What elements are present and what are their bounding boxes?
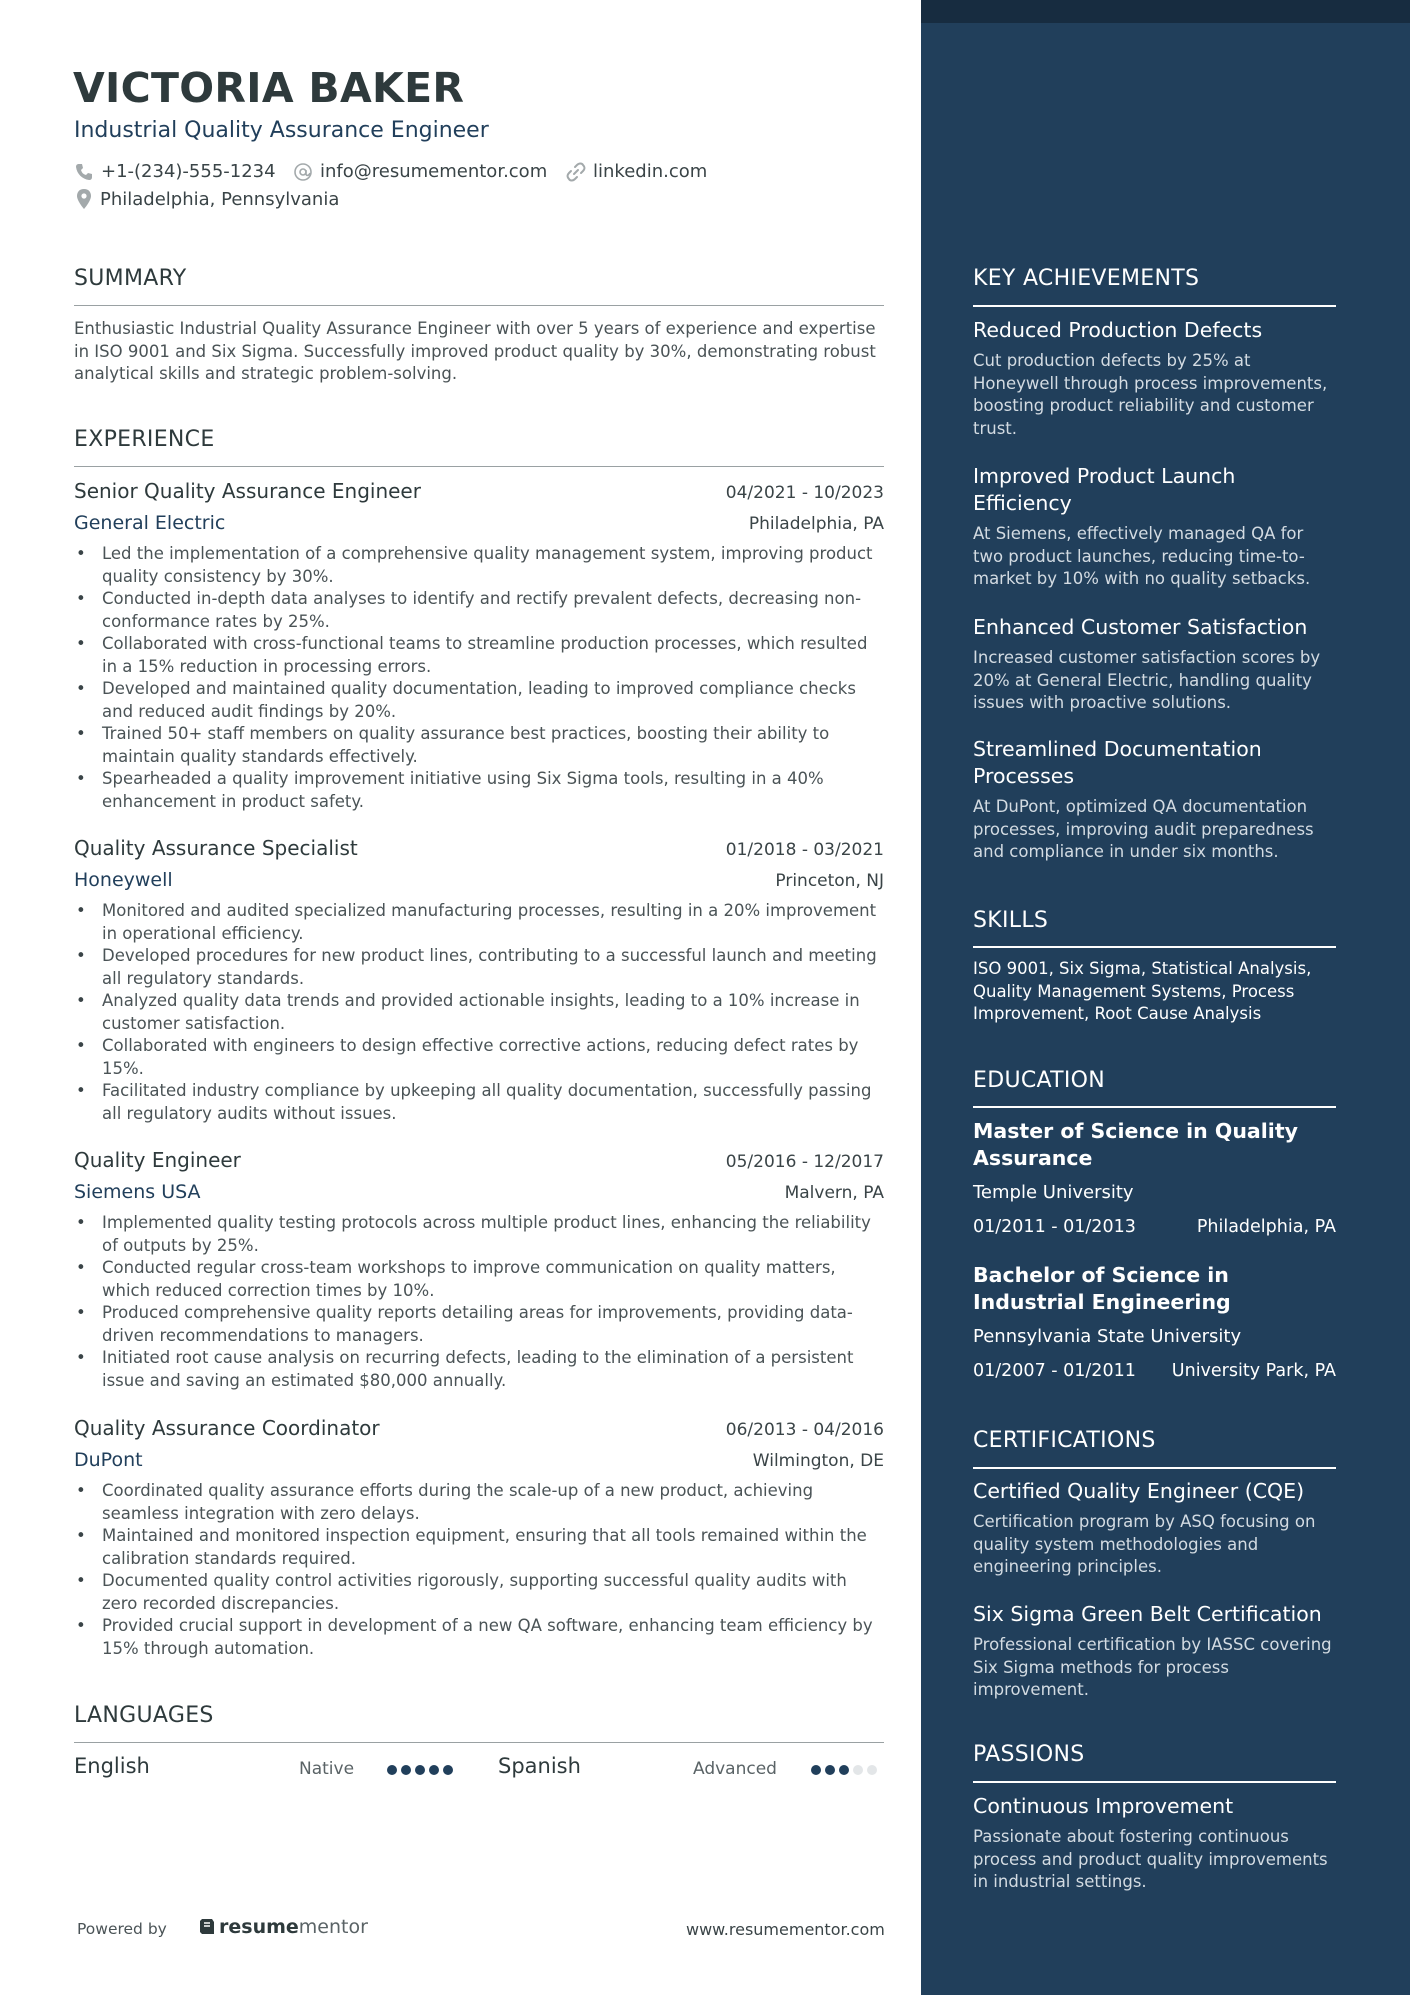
language-level: Advanced	[693, 1759, 777, 1779]
logo-text-light: mentor	[298, 1916, 368, 1938]
job-bullet: • Monitored and audited specialized manufacturing processes, resulting in a 20% improvement in operational efficiency.	[74, 900, 884, 945]
rating-dot-empty	[867, 1765, 877, 1775]
passion-item	[973, 1793, 1336, 1894]
job-bullet: • Coordinated quality assurance efforts during the scale-up of a new product, achieving seamless integration with zero delays.	[74, 1480, 884, 1525]
rating-dot-filled	[387, 1765, 397, 1775]
languages-row	[74, 1754, 884, 1784]
job-bullet: • Documented quality control activities rigorously, supporting successful quality audits with zero recorded discrepancies.	[74, 1570, 884, 1615]
location-text: Philadelphia, Pennsylvania	[100, 188, 340, 210]
education-degree: Bachelor of Science in Industrial Engineering	[973, 1263, 1231, 1314]
education-dates: 01/2011 - 01/2013	[973, 1217, 1136, 1237]
achievement-text: At Siemens, effectively managed QA for two product launches, reducing time-to-market by 10% with no quality setbacks.	[973, 524, 1311, 588]
linkedin-contact[interactable]	[566, 161, 707, 182]
skills-heading: SKILLS	[973, 908, 1049, 933]
job-bullet: • Collaborated with engineers to design effective corrective actions, reducing defect rates by 15%.	[74, 1035, 884, 1080]
achievement-title: Reduced Production Defects	[973, 318, 1263, 342]
certification-title: Six Sigma Green Belt Certification	[973, 1602, 1322, 1626]
summary-divider	[74, 305, 884, 306]
powered-by-label: Powered by	[77, 1920, 167, 1938]
location-contact	[75, 188, 339, 210]
achievement-text: Increased customer satisfaction scores by 20% at General Electric, handling quality issues with proactive solutions.	[973, 648, 1321, 712]
rating-dot-filled	[825, 1765, 835, 1775]
rating-dot-empty	[853, 1765, 863, 1775]
rating-dot-filled	[839, 1765, 849, 1775]
job-entry	[74, 479, 884, 813]
key-achievements-divider	[973, 305, 1336, 307]
job-entry	[74, 1416, 884, 1660]
job-company: DuPont	[74, 1449, 143, 1471]
job-dates: 06/2013 - 04/2016	[725, 1420, 884, 1440]
certification-item	[973, 1478, 1336, 1579]
education-dates: 01/2007 - 01/2011	[973, 1361, 1136, 1381]
job-bullet: • Produced comprehensive quality reports detailing areas for improvements, providing data-driven recommendations to managers.	[74, 1302, 884, 1347]
at-icon	[293, 162, 313, 182]
email-contact[interactable]	[293, 161, 547, 182]
job-bullet: • Spearheaded a quality improvement initiative using Six Sigma tools, resulting in a 40% enhancement in product safety.	[74, 768, 884, 813]
resumementor-logo[interactable]	[198, 1916, 368, 1938]
job-title: Senior Quality Assurance Engineer	[74, 479, 421, 503]
candidate-name: VICTORIA BAKER	[73, 64, 465, 112]
job-bullet: • Maintained and monitored inspection equipment, ensuring that all tools remained within the calibration standards required.	[74, 1525, 884, 1570]
job-bullet: • Conducted regular cross-team workshops to improve communication on quality matters, which reduced correction times by 10%.	[74, 1257, 884, 1302]
job-bullets	[74, 543, 884, 813]
passion-title: Continuous Improvement	[973, 1794, 1234, 1818]
language-rating	[387, 1765, 453, 1775]
rating-dot-filled	[443, 1765, 453, 1775]
education-school: Temple University	[973, 1182, 1134, 1203]
job-bullet: • Provided crucial support in development of a new QA software, enhancing team efficiency by 15% through automation.	[74, 1615, 884, 1660]
job-dates: 05/2016 - 12/2017	[725, 1152, 884, 1172]
education-degree: Master of Science in Quality Assurance	[973, 1119, 1298, 1170]
job-bullets	[74, 1212, 884, 1392]
languages-heading: LANGUAGES	[74, 1703, 214, 1728]
skills-divider	[973, 946, 1336, 948]
rating-dot-filled	[429, 1765, 439, 1775]
phone-icon	[74, 162, 94, 182]
certification-title: Certified Quality Engineer (CQE)	[973, 1479, 1305, 1503]
link-icon	[566, 162, 586, 182]
job-bullet: • Collaborated with cross-functional teams to streamline production processes, which resulted in a 15% reduction in processing errors.	[74, 633, 884, 678]
job-company: Honeywell	[74, 869, 173, 891]
job-bullet: • Initiated root cause analysis on recurring defects, leading to the elimination of a persistent issue and saving an estimated $80,000 annually.	[74, 1347, 884, 1392]
email-text: info@resumementor.com	[320, 161, 548, 182]
footer-url-link[interactable]: www.resumementor.com	[686, 1920, 885, 1939]
job-entry	[74, 836, 884, 1125]
job-company: General Electric	[74, 512, 226, 534]
candidate-title: Industrial Quality Assurance Engineer	[74, 118, 489, 143]
languages-divider	[74, 1742, 884, 1743]
passions-heading: PASSIONS	[973, 1742, 1085, 1767]
education-location: Philadelphia, PA	[1196, 1217, 1336, 1237]
education-item	[973, 1118, 1336, 1237]
education-school: Pennsylvania State University	[973, 1326, 1242, 1347]
achievement-title: Streamlined Documentation Processes	[973, 737, 1262, 788]
education-heading: EDUCATION	[973, 1068, 1106, 1093]
job-bullet: • Analyzed quality data trends and provided actionable insights, leading to a 10% increase in customer satisfaction.	[74, 990, 884, 1035]
certifications-divider	[973, 1467, 1336, 1469]
job-bullet: • Developed and maintained quality documentation, leading to improved compliance checks and reduced audit findings by 20%.	[74, 678, 884, 723]
job-bullet: • Developed procedures for new product lines, contributing to a successful launch and meeting all regulatory standards.	[74, 945, 884, 990]
experience-divider	[74, 466, 884, 467]
education-item	[973, 1262, 1336, 1381]
certifications-heading: CERTIFICATIONS	[973, 1428, 1156, 1453]
job-bullet: • Conducted in-depth data analyses to identify and rectify prevalent defects, decreasing non-conformance rates by 25%.	[74, 588, 884, 633]
achievement-item	[973, 463, 1336, 591]
achievement-item	[973, 614, 1336, 715]
summary-heading: SUMMARY	[74, 266, 187, 291]
job-title: Quality Assurance Specialist	[74, 836, 358, 860]
certification-text: Certification program by ASQ focusing on quality system methodologies and engineering principles.	[973, 1512, 1316, 1576]
logo-mark-icon	[198, 1917, 216, 1937]
achievement-text: Cut production defects by 25% at Honeywell through process improvements, boosting product reliability and customer trust.	[973, 351, 1328, 438]
experience-heading: EXPERIENCE	[74, 427, 215, 452]
job-bullet: • Implemented quality testing protocols across multiple product lines, enhancing the reliability of outputs by 25%.	[74, 1212, 884, 1257]
job-bullet: • Trained 50+ staff members on quality assurance best practices, boosting their ability to maintain quality standards effectively.	[74, 723, 884, 768]
job-dates: 01/2018 - 03/2021	[725, 840, 884, 860]
achievement-item	[973, 317, 1336, 440]
certification-item	[973, 1601, 1336, 1702]
achievement-title: Improved Product Launch Efficiency	[973, 464, 1236, 515]
job-dates: 04/2021 - 10/2023	[725, 483, 884, 503]
job-company: Siemens USA	[74, 1181, 201, 1203]
logo-text-bold: resume	[219, 1916, 299, 1938]
job-bullets	[74, 1480, 884, 1660]
achievement-item	[973, 736, 1336, 864]
rating-dot-filled	[415, 1765, 425, 1775]
education-divider	[973, 1106, 1336, 1108]
key-achievements-heading: KEY ACHIEVEMENTS	[973, 266, 1200, 291]
linkedin-text: linkedin.com	[593, 161, 708, 182]
phone-text: +1-(234)-555-1234	[101, 161, 276, 182]
certification-text: Professional certification by IASSC covering Six Sigma methods for process improvement.	[973, 1635, 1332, 1699]
job-title: Quality Engineer	[74, 1148, 241, 1172]
skills-text: ISO 9001, Six Sigma, Statistical Analysis, Quality Management Systems, Process Improvement, Root Cause Analysis	[973, 959, 1312, 1023]
job-location: Wilmington, DE	[752, 1451, 884, 1471]
job-entry	[74, 1148, 884, 1392]
job-bullet: • Facilitated industry compliance by upkeeping all quality documentation, successfully passing all regulatory audits without issues.	[74, 1080, 884, 1125]
job-location: Philadelphia, PA	[748, 514, 884, 534]
job-location: Malvern, PA	[784, 1183, 884, 1203]
rating-dot-filled	[401, 1765, 411, 1775]
phone-contact[interactable]	[74, 161, 276, 182]
job-location: Princeton, NJ	[775, 871, 884, 891]
language-level: Native	[299, 1759, 355, 1779]
summary-text: Enthusiastic Industrial Quality Assurance Engineer with over 5 years of experience and expertise in ISO 9001 and Six Sigma. Successfully improved product quality by 30%, demonstrating robust analytical skills and strategic problem-solving.	[74, 319, 876, 383]
language-rating	[811, 1765, 877, 1775]
job-bullets	[74, 900, 884, 1125]
rating-dot-filled	[811, 1765, 821, 1775]
job-title: Quality Assurance Coordinator	[74, 1416, 380, 1440]
language-name: Spanish	[498, 1754, 581, 1778]
language-name: English	[74, 1754, 150, 1778]
achievement-text: At DuPont, optimized QA documentation processes, improving audit preparedness and compliance in under six months.	[973, 797, 1314, 861]
passion-text: Passionate about fostering continuous process and product quality improvements in industrial settings.	[973, 1827, 1328, 1891]
location-pin-icon	[75, 188, 93, 210]
passions-divider	[973, 1781, 1336, 1783]
education-location: University Park, PA	[1171, 1361, 1336, 1381]
achievement-title: Enhanced Customer Satisfaction	[973, 615, 1308, 639]
sidebar-top-band	[921, 0, 1410, 23]
job-bullet: • Led the implementation of a comprehensive quality management system, improving product quality consistency by 30%.	[74, 543, 884, 588]
